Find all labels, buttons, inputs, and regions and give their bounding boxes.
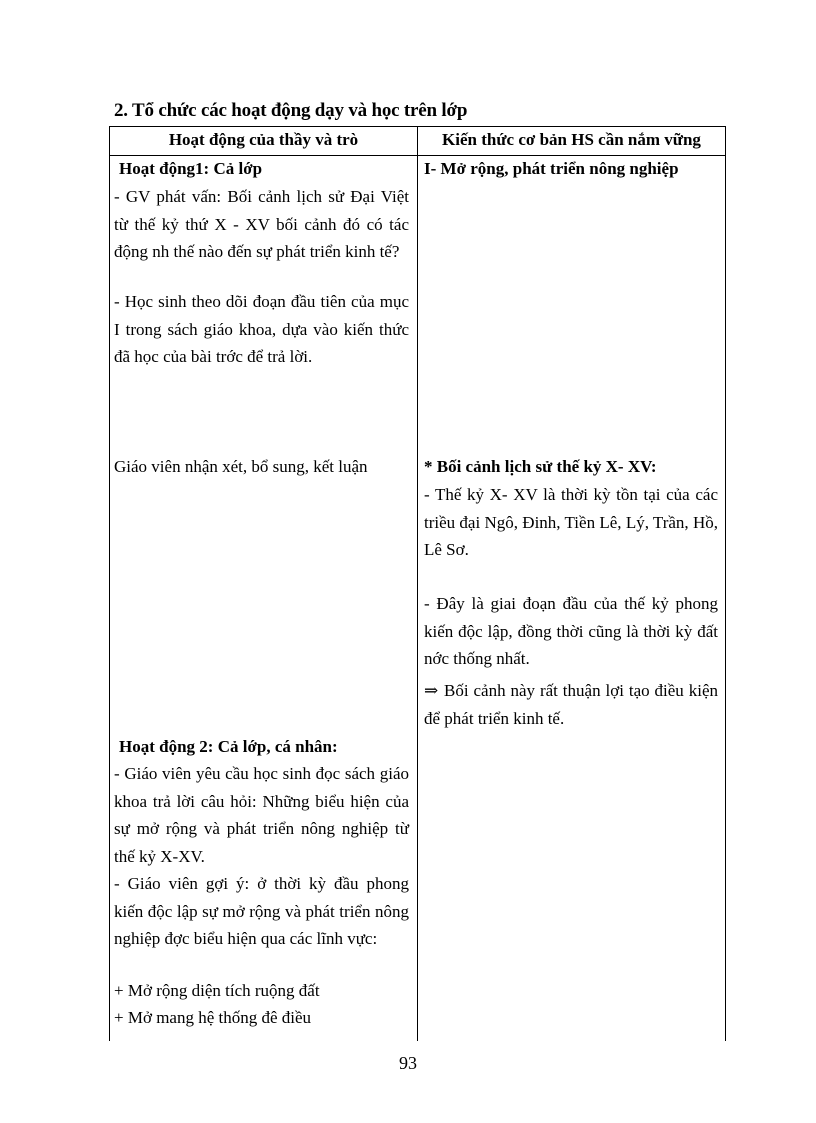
context-dynasties: - Thế kỷ X- XV là thời kỳ tồn tại của các triều đại Ngô, Đinh, Tiền Lê, Lý, Trần, Hồ, Lê Sơ.	[424, 485, 718, 559]
context-conclusion-text: Bối cảnh này rất thuận lợi tạo điều kiện để phát triển kinh tế.	[424, 681, 718, 728]
double-right-arrow-icon: ⇒	[424, 681, 439, 700]
section-title: 2. Tổ chức các hoạt động dạy và học trên lớp	[114, 100, 468, 121]
page-number: 93	[399, 1053, 417, 1073]
context-conclusion	[424, 677, 718, 732]
activity1-question: - GV phát vấn: Bối cảnh lịch sử Đại Việt từ thế kỷ thứ X - XV bối cảnh đó có tác động nh thế nào đến sự phát triển kinh tế?	[114, 187, 409, 261]
context-independence: - Đây là giai đoạn đầu của thế kỷ phong kiến độc lập, đồng thời cũng là thời kỳ đất nớc thống nhất.	[424, 594, 718, 668]
teacher-comment: Giáo viên nhận xét, bổ sung, kết luận	[114, 457, 368, 476]
activity2-item-land: + Mở rộng diện tích ruộng đất	[114, 981, 320, 1000]
header-teacher-activity: Hoạt động của thầy và trò	[168, 130, 359, 149]
activity1-title: Hoạt động1: Cả lớp	[119, 159, 263, 178]
activity2-question: - Giáo viên yêu cầu học sinh đọc sách giáo khoa trả lời câu hỏi: Những biểu hiện của sự mở rộng và phát triển nông nghiệp từ thế kỷ X-XV.	[114, 764, 409, 866]
table-border-left	[109, 126, 110, 1041]
table-border-right	[725, 126, 726, 1041]
header-core-knowledge: Kiến thức cơ bản HS cần nắm vững	[442, 130, 701, 149]
activity2-hint: - Giáo viên gợi ý: ở thời kỳ đầu phong kiến độc lập sự mở rộng và phát triển nông nghiệp đợc biểu hiện qua các lĩnh vực:	[114, 874, 409, 948]
activity2-item-dikes: + Mở mang hệ thống đê điều	[114, 1008, 312, 1027]
activity1-instruction: - Học sinh theo dõi đoạn đầu tiên của mục I trong sách giáo khoa, dựa vào kiến thức đã học của bài trớc để trả lời.	[114, 292, 409, 366]
activity2-title: Hoạt động 2: Cả lớp, cá nhân:	[119, 737, 338, 756]
context-title: * Bối cảnh lịch sử thế kỷ X- XV:	[424, 457, 657, 476]
table-column-divider	[417, 126, 418, 1041]
section1-title: I- Mở rộng, phát triển nông nghiệp	[424, 159, 679, 178]
